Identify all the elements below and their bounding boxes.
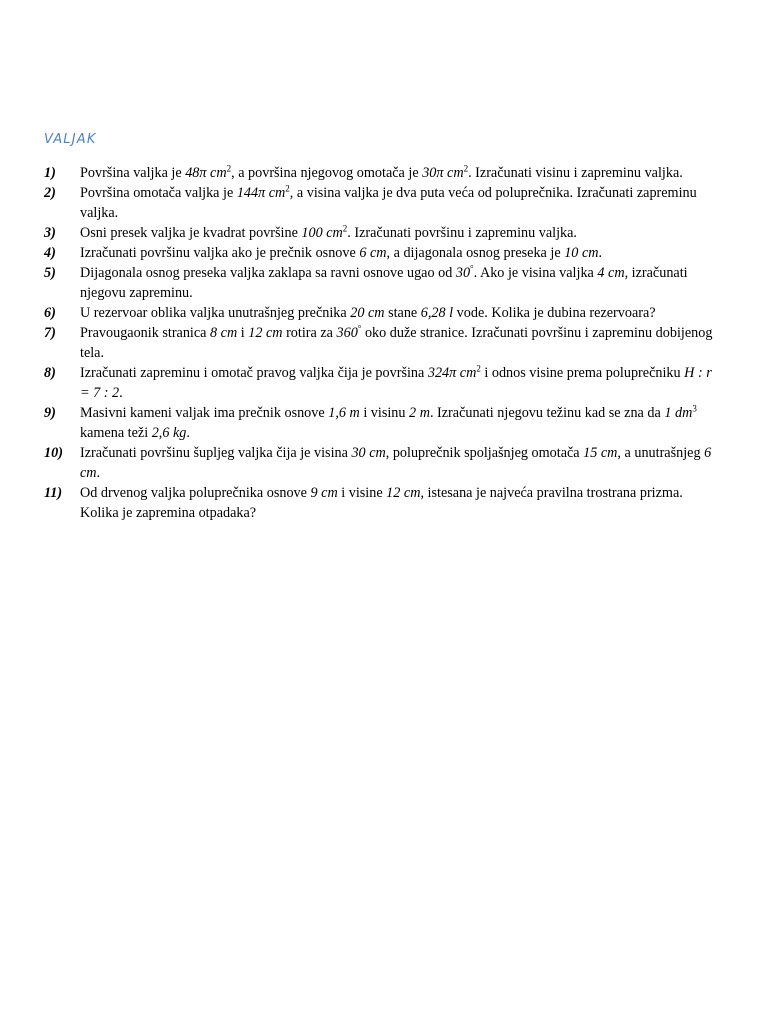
problem-item: [0, 403, 768, 443]
text-run: , a površina njegovog omotača je: [231, 165, 423, 181]
math-expression: 1 dm: [664, 405, 693, 421]
text-run: . Izračunati površinu i zapreminu valjka.: [347, 225, 577, 241]
text-run: Masivni kameni valjak ima prečnik osnove: [80, 405, 329, 421]
problem-text: [80, 323, 720, 363]
problem-text: [80, 243, 720, 263]
problem-item: [0, 263, 768, 303]
text-run: stane: [384, 305, 421, 321]
problem-text: [80, 483, 720, 523]
problem-item: [0, 303, 768, 323]
superscript: 2: [226, 163, 232, 174]
superscript: °: [470, 263, 474, 274]
text-run: i: [237, 325, 249, 341]
math-expression: 6 cm: [80, 445, 712, 481]
problem-number: 6): [44, 305, 56, 321]
text-run: Izračunati površinu šupljeg valjka čija je visina: [80, 445, 352, 461]
text-run: . Ako je visina valjka: [473, 265, 598, 281]
text-run: Površina omotača valjka je: [80, 185, 237, 201]
problem-text: [80, 443, 720, 483]
problem-item: [0, 323, 768, 363]
problem-text: [80, 363, 720, 403]
math-expression: 30 cm: [351, 445, 386, 461]
text-run: Izračunati površinu valjka ako je prečnik osnove: [80, 245, 360, 261]
superscript: 2: [476, 363, 481, 374]
math-expression: 30π cm: [422, 165, 464, 181]
superscript: 2: [342, 223, 348, 234]
math-expression: 144π cm: [236, 185, 286, 201]
math-expression: 2 m: [409, 405, 430, 421]
math-expression: 15 cm: [583, 445, 618, 461]
text-run: Izračunati zapreminu i omotač pravog valjka čija je površina: [80, 365, 428, 381]
text-run: kamena teži: [80, 425, 152, 441]
problem-list: [0, 163, 768, 523]
text-run: rotira za: [282, 325, 337, 341]
problem-item: [0, 243, 768, 263]
math-expression: 2,6 kg: [151, 425, 187, 441]
math-expression: 12 cm: [386, 485, 421, 501]
text-run: . Izračunati njegovu težinu kad se zna da: [429, 405, 665, 421]
text-run: . Izračunati visinu i zapreminu valjka.: [468, 165, 683, 181]
problem-number: 2): [44, 185, 56, 201]
math-expression: 10 cm: [564, 245, 599, 261]
superscript: °: [357, 323, 362, 334]
math-expression: 360: [336, 325, 358, 341]
problem-item: [0, 443, 768, 483]
problem-text: [80, 163, 720, 183]
math-expression: 6 cm: [359, 245, 387, 261]
text-run: Dijagonala osnog preseka valjka zaklapa sa ravni osnove ugao od: [80, 265, 456, 281]
problem-number: 5): [44, 265, 56, 281]
text-run: , istesana je najveća pravilna trostrana prizma. Kolika je zapremina otpadaka?: [80, 485, 683, 521]
text-run: .: [96, 465, 101, 481]
problem-item: [0, 223, 768, 243]
math-expression: 48π cm: [185, 165, 227, 181]
text-run: , a dijagonala osnog preseka je: [386, 245, 565, 261]
problem-number: 3): [44, 225, 56, 241]
problem-item: [0, 183, 768, 223]
math-expression: 4 cm: [597, 265, 625, 281]
math-expression: 30: [455, 265, 471, 281]
math-expression: 12 cm: [248, 325, 283, 341]
math-expression: 100 cm: [301, 225, 343, 241]
problem-number: 8): [44, 365, 56, 381]
text-run: Površina valjka je: [80, 165, 186, 181]
problem-text: [80, 263, 720, 303]
math-expression: 8 cm: [210, 325, 238, 341]
problem-item: [0, 163, 768, 183]
problem-item: [0, 363, 768, 403]
problem-number: 10): [44, 445, 63, 461]
problem-item: [0, 483, 768, 523]
problem-number: 7): [44, 325, 56, 341]
section-heading: VALJAK: [44, 132, 97, 147]
text-run: .: [598, 245, 603, 261]
superscript: 2: [463, 163, 469, 174]
text-run: Osni presek valjka je kvadrat površine: [80, 225, 302, 241]
math-expression: H : r = 7 : 2: [80, 365, 712, 401]
problem-text: [80, 183, 720, 223]
text-run: Od drvenog valjka poluprečnika osnove: [80, 485, 311, 501]
problem-text: [80, 303, 720, 323]
math-expression: 324π cm: [427, 365, 477, 381]
text-run: , a visina valjka je dva puta veća od poluprečnika. Izračunati zapreminu valjka.: [80, 185, 697, 221]
text-run: , izračunati njegovu zapreminu.: [80, 265, 688, 301]
text-run: .: [186, 425, 190, 441]
text-run: i visine: [337, 485, 387, 501]
superscript: 3: [692, 403, 697, 414]
text-run: , a unutrašnjeg: [617, 445, 705, 461]
problem-number: 11): [44, 485, 63, 501]
text-run: vode. Kolika je dubina rezervoara?: [453, 305, 656, 321]
problem-number: 1): [44, 165, 56, 181]
problem-number: 9): [44, 405, 56, 421]
math-expression: 1,6 m: [328, 405, 360, 421]
problem-text: [80, 223, 720, 243]
math-expression: 20 cm: [350, 305, 385, 321]
superscript: 2: [285, 183, 290, 194]
text-run: i visinu: [359, 405, 410, 421]
text-run: , poluprečnik spoljašnjeg omotača: [385, 445, 584, 461]
problem-number: 4): [44, 245, 56, 261]
text-run: Pravougaonik stranica: [80, 325, 211, 341]
math-expression: 6,28 l: [420, 305, 454, 321]
text-run: U rezervoar oblika valjka unutrašnjeg prečnika: [80, 305, 351, 321]
math-expression: 9 cm: [310, 485, 338, 501]
text-run: i odnos visine prema poluprečniku: [480, 365, 685, 381]
problem-text: [80, 403, 720, 443]
text-run: oko duže stranice. Izračunati površinu i zapreminu dobijenog tela.: [80, 325, 713, 361]
text-run: .: [119, 385, 123, 401]
